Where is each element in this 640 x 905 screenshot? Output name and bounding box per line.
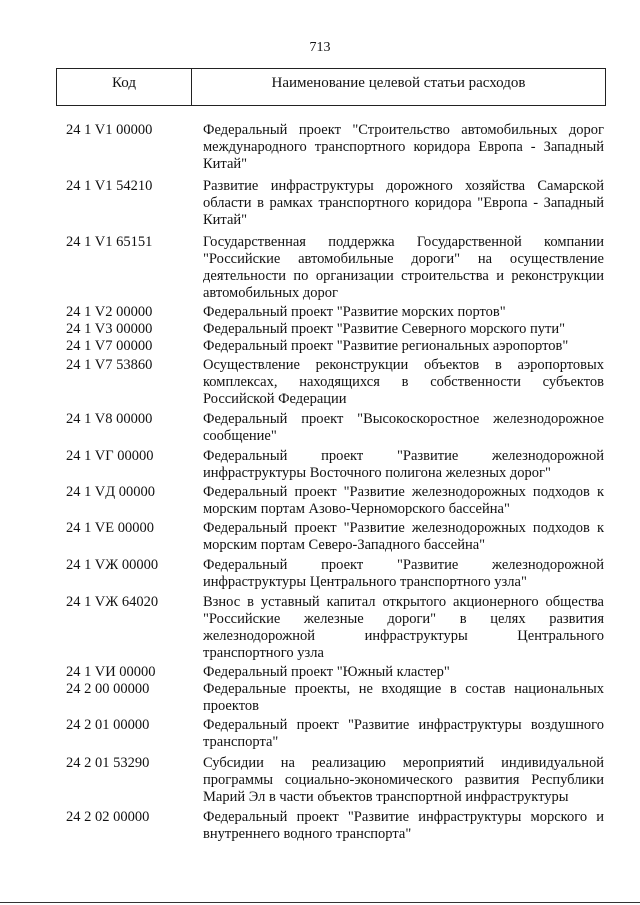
table-row [0, 717, 640, 751]
row-description: Развитие инфраструктуры дорожного хозяйства Самарской области в рамках транспортного коридора "Европа - Западный Китай" [203, 178, 604, 228]
row-description: Федеральный проект "Развитие железнодорожных подходов к морским портам Азово-Черноморского бассейна" [203, 484, 604, 517]
table-row [0, 484, 640, 518]
row-code: 24 1 V2 00000 [66, 304, 153, 320]
row-code: 24 1 VИ 00000 [66, 664, 156, 680]
row-code: 24 1 VЖ 00000 [66, 557, 159, 573]
row-description: Осуществление реконструкции объектов в аэропортовых комплексах, находящихся в собственности субъектов Российской Федерации [203, 357, 604, 407]
table-row [0, 304, 640, 321]
table-row [0, 809, 640, 843]
header-name: Наименование целевой статьи расходов [271, 75, 526, 91]
table-row [0, 448, 640, 482]
row-description: Федеральный проект "Развитие морских портов" [203, 304, 506, 320]
row-code: 24 1 V1 65151 [66, 234, 153, 250]
row-code: 24 1 V7 00000 [66, 338, 153, 354]
row-code: 24 1 V1 54210 [66, 178, 153, 194]
row-description: Федеральный проект "Развитие инфраструктуры воздушного транспорта" [203, 717, 604, 750]
table-row [0, 338, 640, 355]
row-code: 24 1 VЖ 64020 [66, 594, 159, 610]
row-code: 24 1 VД 00000 [66, 484, 155, 500]
table-row [0, 234, 640, 302]
row-description: Федеральный проект "Развитие Северного морского пути" [203, 321, 566, 337]
row-description: Взнос в уставный капитал открытого акционерного общества "Российские железные дороги" в целях развития железнодорожной инфраструктуры Центрального транспортного узла [203, 594, 604, 661]
row-description: Федеральный проект "Развитие региональных аэропортов" [203, 338, 569, 354]
row-code: 24 2 02 00000 [66, 809, 150, 825]
page-edge-line [0, 902, 640, 903]
row-description: Федеральный проект "Развитие инфраструктуры морского и внутреннего водного транспорта" [203, 809, 604, 842]
row-description: Федеральные проекты, не входящие в состав национальных проектов [203, 681, 604, 714]
row-description: Федеральный проект "Развитие железнодорожной инфраструктуры Восточного полигона железных дорог" [203, 448, 604, 481]
row-code: 24 1 VГ 00000 [66, 448, 154, 464]
row-code: 24 1 V7 53860 [66, 357, 153, 373]
table-row [0, 411, 640, 445]
header-code: Код [57, 69, 192, 105]
row-code: 24 1 V1 00000 [66, 122, 153, 138]
row-code: 24 2 01 53290 [66, 755, 150, 771]
row-code: 24 1 V8 00000 [66, 411, 153, 427]
row-description: Федеральный проект "Южный кластер" [203, 664, 450, 680]
row-description: Государственная поддержка Государственной компании "Российские автомобильные дороги" на осуществление деятельности по организации строительства и реконструкции автомобильных дорог [203, 234, 604, 301]
table-body [0, 122, 640, 843]
table-row [0, 557, 640, 591]
row-description: Федеральный проект "Развитие железнодорожных подходов к морским портам Северо-Западного бассейна" [203, 520, 604, 553]
table-row [0, 664, 640, 681]
page-number: 713 [309, 40, 331, 55]
table-row [0, 520, 640, 554]
table-row [0, 321, 640, 338]
row-code: 24 1 VE 00000 [66, 520, 154, 536]
table-row [0, 122, 640, 173]
row-description: Федеральный проект "Строительство автомобильных дорог международного транспортного коридора Европа - Западный Китай" [203, 122, 604, 172]
row-description: Федеральный проект "Высокоскоростное железнодорожное сообщение" [203, 411, 604, 444]
row-description: Федеральный проект "Развитие железнодорожной инфраструктуры Центрального транспортного узла" [203, 557, 604, 590]
row-code: 24 2 00 00000 [66, 681, 150, 697]
row-description: Субсидии на реализацию мероприятий индивидуальной программы социально-экономического развития Республики Марий Эл в части объектов транспортной инфраструктуры [203, 755, 604, 805]
row-code: 24 2 01 00000 [66, 717, 150, 733]
table-row [0, 357, 640, 408]
row-code: 24 1 V3 00000 [66, 321, 153, 337]
table-row [0, 178, 640, 229]
table-row [0, 755, 640, 806]
table-row [0, 681, 640, 715]
table-row [0, 594, 640, 662]
table-header [56, 68, 606, 106]
